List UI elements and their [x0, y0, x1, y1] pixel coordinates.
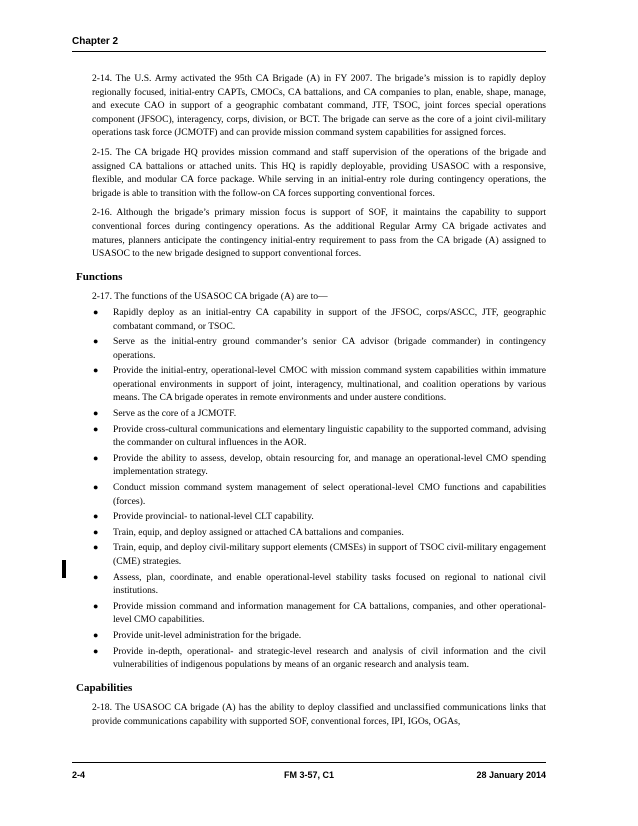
list-item-text: Provide mission command and information management for CA battalions, companies, and other operational-level CMO capabilities. [113, 600, 546, 626]
bullet-icon: ● [93, 645, 99, 656]
list-item [92, 364, 546, 405]
list-item [92, 645, 546, 672]
list-item-text: Provide cross-cultural communications and elementary linguistic capability to the supported command, advising the commander on cultural influences in the AOR. [113, 423, 546, 449]
paragraph-2-15: 2-15. The CA brigade HQ provides mission command and staff supervision of the operations of the brigade and assigned CA battalions or attached units. This HQ is rapidly deployable, providing USASOC with a responsive, flexible, and modular CA force package. While serving in an initial-entry role during contingency operations, the brigade is able to transition with the follow-on CA forces supporting conventional forces. [92, 146, 546, 199]
bullet-icon: ● [93, 629, 99, 640]
bullet-icon: ● [93, 511, 99, 522]
list-item-text: Rapidly deploy as an initial-entry CA capability in support of the JFSOC, corps/ASCC, JTF, geographic combatant command, or TSOC. [113, 306, 546, 332]
paragraph-2-17: 2-17. The functions of the USASOC CA brigade (A) are to— [92, 291, 328, 303]
list-item [92, 629, 546, 643]
paragraph-2-18: 2-18. The USASOC CA brigade (A) has the ability to deploy classified and unclassified communications links that provide communications capability with supported SOF, conventional forces, IPI, IGOs, OGAs, [92, 702, 546, 727]
list-item [92, 335, 546, 362]
bullet-icon: ● [93, 408, 99, 419]
list-item [92, 306, 546, 333]
paragraph-2-16: 2-16. Although the brigade’s primary mission focus is support of SOF, it maintains the capability to support conventional forces during contingency operations. As the additional Regular Army CA brigade activates and matures, planners anticipate the contingency initial-entry requirement to pass from the CA brigade (A) assigned to USASOC to the new brigade designed to support conventional forces. [92, 207, 546, 260]
bullet-icon: ● [93, 306, 99, 317]
bullet-icon: ● [93, 365, 99, 376]
list-item-text: Conduct mission command system management of select operational-level CMO functions and capabilities (forces). [113, 482, 546, 507]
footer-date: 28 January 2014 [476, 770, 546, 780]
capabilities-heading: Capabilities [76, 681, 133, 694]
bullet-icon: ● [93, 336, 99, 347]
list-item [92, 600, 546, 627]
list-item-text: Provide provincial- to national-level CLT capability. [113, 511, 314, 523]
list-item-text: Serve as the core of a JCMOTF. [113, 408, 237, 420]
bullet-icon: ● [93, 452, 99, 463]
bullet-icon: ● [93, 526, 99, 537]
change-bar [62, 560, 66, 578]
chapter-header: Chapter 2 [72, 36, 119, 47]
list-item [92, 571, 546, 598]
document-body [76, 72, 546, 735]
footer-document-id: FM 3-57, C1 [283, 770, 334, 780]
bullet-icon: ● [93, 600, 99, 611]
bullet-icon: ● [93, 482, 99, 493]
bullet-icon: ● [93, 542, 99, 553]
list-item-text: Provide the ability to assess, develop, obtain resourcing for, and manage an operational-level CMO spending implementation strategy. [113, 452, 546, 478]
functions-list [92, 306, 546, 672]
list-item-text: Assess, plan, coordinate, and enable operational-level stability tasks focused on regional to national civil institutions. [113, 571, 546, 597]
bullet-icon: ● [93, 571, 99, 582]
list-item [92, 407, 546, 421]
paragraph-2-14: 2-14. The U.S. Army activated the 95th CA Brigade (A) in FY 2007. The brigade’s mission is to rapidly deploy regionally focused, initial-entry CAPTs, CMOCs, CA battalions, and CA companies to plan, enable, shape, manage, and execute CAO in support of a geographic combatant command, JTF, TSOC, joint forces special operations component (JFSOC), interagency, corps, division, or BCT. The brigade can serve as the core of a joint civil-military operations task force (JCMOTF) and can provide mission command system capabilities for assigned forces. [92, 73, 546, 139]
list-item [92, 526, 546, 540]
footer-rule [72, 762, 546, 763]
list-item [92, 481, 546, 508]
list-item [92, 423, 546, 450]
list-item-text: Provide unit-level administration for the brigade. [113, 629, 302, 641]
header-rule [72, 51, 546, 52]
footer-page-number: 2-4 [72, 770, 86, 780]
list-item-text: Provide in-depth, operational- and strategic-level research and analysis of civil information and the civil vulnerabilities of indigenous populations by means of an organic research and analysis team. [113, 645, 546, 671]
list-item-text: Train, equip, and deploy assigned or attached CA battalions and companies. [113, 526, 404, 538]
list-item-text: Serve as the initial-entry ground commander’s senior CA advisor (brigade commander) in contingency operations. [113, 336, 546, 361]
list-item [92, 541, 546, 568]
list-item-text: Provide the initial-entry, operational-level CMOC with mission command system capabilities within immature operational environments in support of joint, interagency, multinational, and coalition operations by various means. The CA brigade operates in remote environments and under austere conditions. [113, 365, 546, 404]
list-item-text: Train, equip, and deploy civil-military support elements (CMSEs) in support of TSOC civil-military engagement (CME) strategies. [113, 542, 546, 567]
list-item [92, 452, 546, 479]
functions-heading: Functions [76, 270, 123, 283]
list-item [92, 510, 546, 524]
bullet-icon: ● [93, 423, 99, 434]
